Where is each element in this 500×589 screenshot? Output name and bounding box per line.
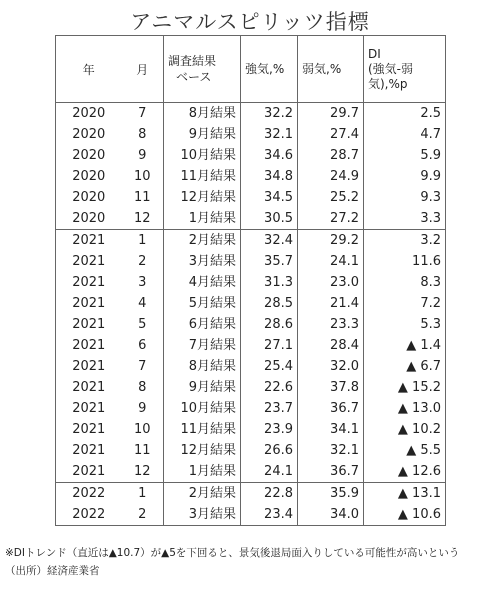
cell-base: 11月結果: [164, 166, 241, 187]
cell-di: ▲ 10.2: [364, 419, 446, 440]
cell-month: 4: [122, 293, 164, 314]
cell-weak: 34.0: [298, 504, 364, 526]
cell-weak: 37.8: [298, 377, 364, 398]
cell-strong: 26.6: [241, 440, 298, 461]
cell-strong: 23.7: [241, 398, 298, 419]
cell-weak: 35.9: [298, 483, 364, 505]
cell-weak: 23.0: [298, 272, 364, 293]
cell-month: 6: [122, 335, 164, 356]
cell-year: 2021: [56, 230, 122, 252]
cell-base: 2月結果: [164, 230, 241, 252]
cell-di: ▲ 13.0: [364, 398, 446, 419]
cell-di: 5.3: [364, 314, 446, 335]
cell-base: 3月結果: [164, 504, 241, 526]
animal-spirits-table: [55, 35, 446, 526]
cell-weak: 29.7: [298, 103, 364, 125]
header-row: [56, 36, 446, 103]
cell-month: 1: [122, 483, 164, 505]
cell-month: 11: [122, 187, 164, 208]
cell-month: 12: [122, 461, 164, 483]
table-row: [56, 461, 446, 483]
table-row: [56, 440, 446, 461]
cell-base: 7月結果: [164, 335, 241, 356]
table-row: [56, 187, 446, 208]
cell-weak: 28.7: [298, 145, 364, 166]
cell-year: 2021: [56, 398, 122, 419]
cell-weak: 23.3: [298, 314, 364, 335]
table-row: [56, 124, 446, 145]
cell-year: 2022: [56, 504, 122, 526]
cell-month: 12: [122, 208, 164, 230]
header-base: [164, 36, 241, 103]
cell-year: 2021: [56, 314, 122, 335]
table-row: [56, 356, 446, 377]
cell-month: 1: [122, 230, 164, 252]
cell-weak: 34.1: [298, 419, 364, 440]
cell-strong: 22.8: [241, 483, 298, 505]
header-di-line2: (強気-弱: [368, 61, 414, 76]
cell-base: 9月結果: [164, 377, 241, 398]
cell-year: 2020: [56, 208, 122, 230]
cell-base: 5月結果: [164, 293, 241, 314]
cell-base: 1月結果: [164, 461, 241, 483]
table-row: [56, 166, 446, 187]
table-row: [56, 377, 446, 398]
cell-month: 2: [122, 251, 164, 272]
cell-di: ▲ 1.4: [364, 335, 446, 356]
cell-di: 7.2: [364, 293, 446, 314]
cell-weak: 36.7: [298, 398, 364, 419]
header-di: [364, 36, 446, 103]
table-row: [56, 335, 446, 356]
cell-strong: 32.4: [241, 230, 298, 252]
cell-weak: 36.7: [298, 461, 364, 483]
cell-base: 8月結果: [164, 103, 241, 125]
table-body: [56, 103, 446, 526]
cell-weak: 29.2: [298, 230, 364, 252]
cell-year: 2020: [56, 103, 122, 125]
header-di-line3: 気),%p: [368, 76, 408, 91]
cell-year: 2021: [56, 440, 122, 461]
cell-strong: 23.9: [241, 419, 298, 440]
header-base-line2: ベース: [176, 70, 212, 84]
source-note: （出所）経済産業省: [5, 565, 100, 577]
cell-year: 2021: [56, 461, 122, 483]
table-row: [56, 293, 446, 314]
cell-di: ▲ 12.6: [364, 461, 446, 483]
cell-strong: 22.6: [241, 377, 298, 398]
cell-weak: 32.1: [298, 440, 364, 461]
table-row: [56, 504, 446, 526]
cell-di: ▲ 6.7: [364, 356, 446, 377]
cell-strong: 25.4: [241, 356, 298, 377]
cell-year: 2021: [56, 272, 122, 293]
table-row: [56, 483, 446, 505]
cell-strong: 28.6: [241, 314, 298, 335]
cell-di: ▲ 10.6: [364, 504, 446, 526]
cell-base: 8月結果: [164, 356, 241, 377]
cell-year: 2021: [56, 377, 122, 398]
cell-month: 8: [122, 124, 164, 145]
cell-strong: 30.5: [241, 208, 298, 230]
cell-month: 7: [122, 356, 164, 377]
cell-di: 4.7: [364, 124, 446, 145]
header-di-line1: DI: [368, 46, 381, 61]
table-row: [56, 230, 446, 252]
cell-di: 9.9: [364, 166, 446, 187]
table-row: [56, 103, 446, 125]
cell-weak: 24.1: [298, 251, 364, 272]
cell-base: 12月結果: [164, 440, 241, 461]
cell-di: 3.3: [364, 208, 446, 230]
cell-base: 6月結果: [164, 314, 241, 335]
cell-year: 2020: [56, 166, 122, 187]
cell-weak: 28.4: [298, 335, 364, 356]
cell-weak: 21.4: [298, 293, 364, 314]
cell-strong: 27.1: [241, 335, 298, 356]
cell-year: 2020: [56, 187, 122, 208]
cell-di: 8.3: [364, 272, 446, 293]
cell-di: ▲ 15.2: [364, 377, 446, 398]
cell-year: 2020: [56, 145, 122, 166]
cell-di: ▲ 5.5: [364, 440, 446, 461]
footnote-di-trend: ※DIトレンド（直近は▲10.7）が▲5を下回ると、景気後退局面入りしている可能性が高いという: [5, 547, 460, 559]
header-base-line1: 調査結果: [168, 54, 217, 68]
table-row: [56, 314, 446, 335]
cell-di: 9.3: [364, 187, 446, 208]
cell-base: 3月結果: [164, 251, 241, 272]
cell-strong: 32.1: [241, 124, 298, 145]
cell-month: 3: [122, 272, 164, 293]
table-row: [56, 208, 446, 230]
header-month: 月: [122, 36, 164, 103]
cell-strong: 31.3: [241, 272, 298, 293]
table-row: [56, 419, 446, 440]
table-row: [56, 272, 446, 293]
cell-strong: 28.5: [241, 293, 298, 314]
cell-strong: 34.6: [241, 145, 298, 166]
cell-strong: 32.2: [241, 103, 298, 125]
cell-weak: 25.2: [298, 187, 364, 208]
cell-month: 10: [122, 166, 164, 187]
cell-year: 2021: [56, 335, 122, 356]
cell-di: 2.5: [364, 103, 446, 125]
cell-di: ▲ 13.1: [364, 483, 446, 505]
cell-month: 9: [122, 398, 164, 419]
cell-base: 10月結果: [164, 398, 241, 419]
cell-strong: 34.5: [241, 187, 298, 208]
cell-strong: 23.4: [241, 504, 298, 526]
header-strong: 強気,%: [241, 36, 298, 103]
cell-month: 7: [122, 103, 164, 125]
header-year: 年: [56, 36, 122, 103]
cell-base: 12月結果: [164, 187, 241, 208]
cell-strong: 34.8: [241, 166, 298, 187]
cell-month: 8: [122, 377, 164, 398]
cell-month: 9: [122, 145, 164, 166]
cell-month: 2: [122, 504, 164, 526]
cell-base: 4月結果: [164, 272, 241, 293]
table-row: [56, 251, 446, 272]
cell-di: 3.2: [364, 230, 446, 252]
cell-base: 11月結果: [164, 419, 241, 440]
cell-month: 5: [122, 314, 164, 335]
table-row: [56, 145, 446, 166]
cell-weak: 24.9: [298, 166, 364, 187]
cell-weak: 27.4: [298, 124, 364, 145]
cell-year: 2021: [56, 356, 122, 377]
page-title: アニマルスピリッツ指標: [130, 10, 370, 34]
cell-weak: 27.2: [298, 208, 364, 230]
cell-year: 2021: [56, 293, 122, 314]
cell-base: 2月結果: [164, 483, 241, 505]
cell-di: 11.6: [364, 251, 446, 272]
cell-strong: 35.7: [241, 251, 298, 272]
cell-month: 11: [122, 440, 164, 461]
table-row: [56, 398, 446, 419]
header-weak: 弱気,%: [298, 36, 364, 103]
cell-weak: 32.0: [298, 356, 364, 377]
cell-year: 2021: [56, 251, 122, 272]
cell-year: 2022: [56, 483, 122, 505]
cell-month: 10: [122, 419, 164, 440]
cell-base: 10月結果: [164, 145, 241, 166]
cell-strong: 24.1: [241, 461, 298, 483]
cell-base: 9月結果: [164, 124, 241, 145]
cell-year: 2020: [56, 124, 122, 145]
cell-di: 5.9: [364, 145, 446, 166]
cell-base: 1月結果: [164, 208, 241, 230]
cell-year: 2021: [56, 419, 122, 440]
